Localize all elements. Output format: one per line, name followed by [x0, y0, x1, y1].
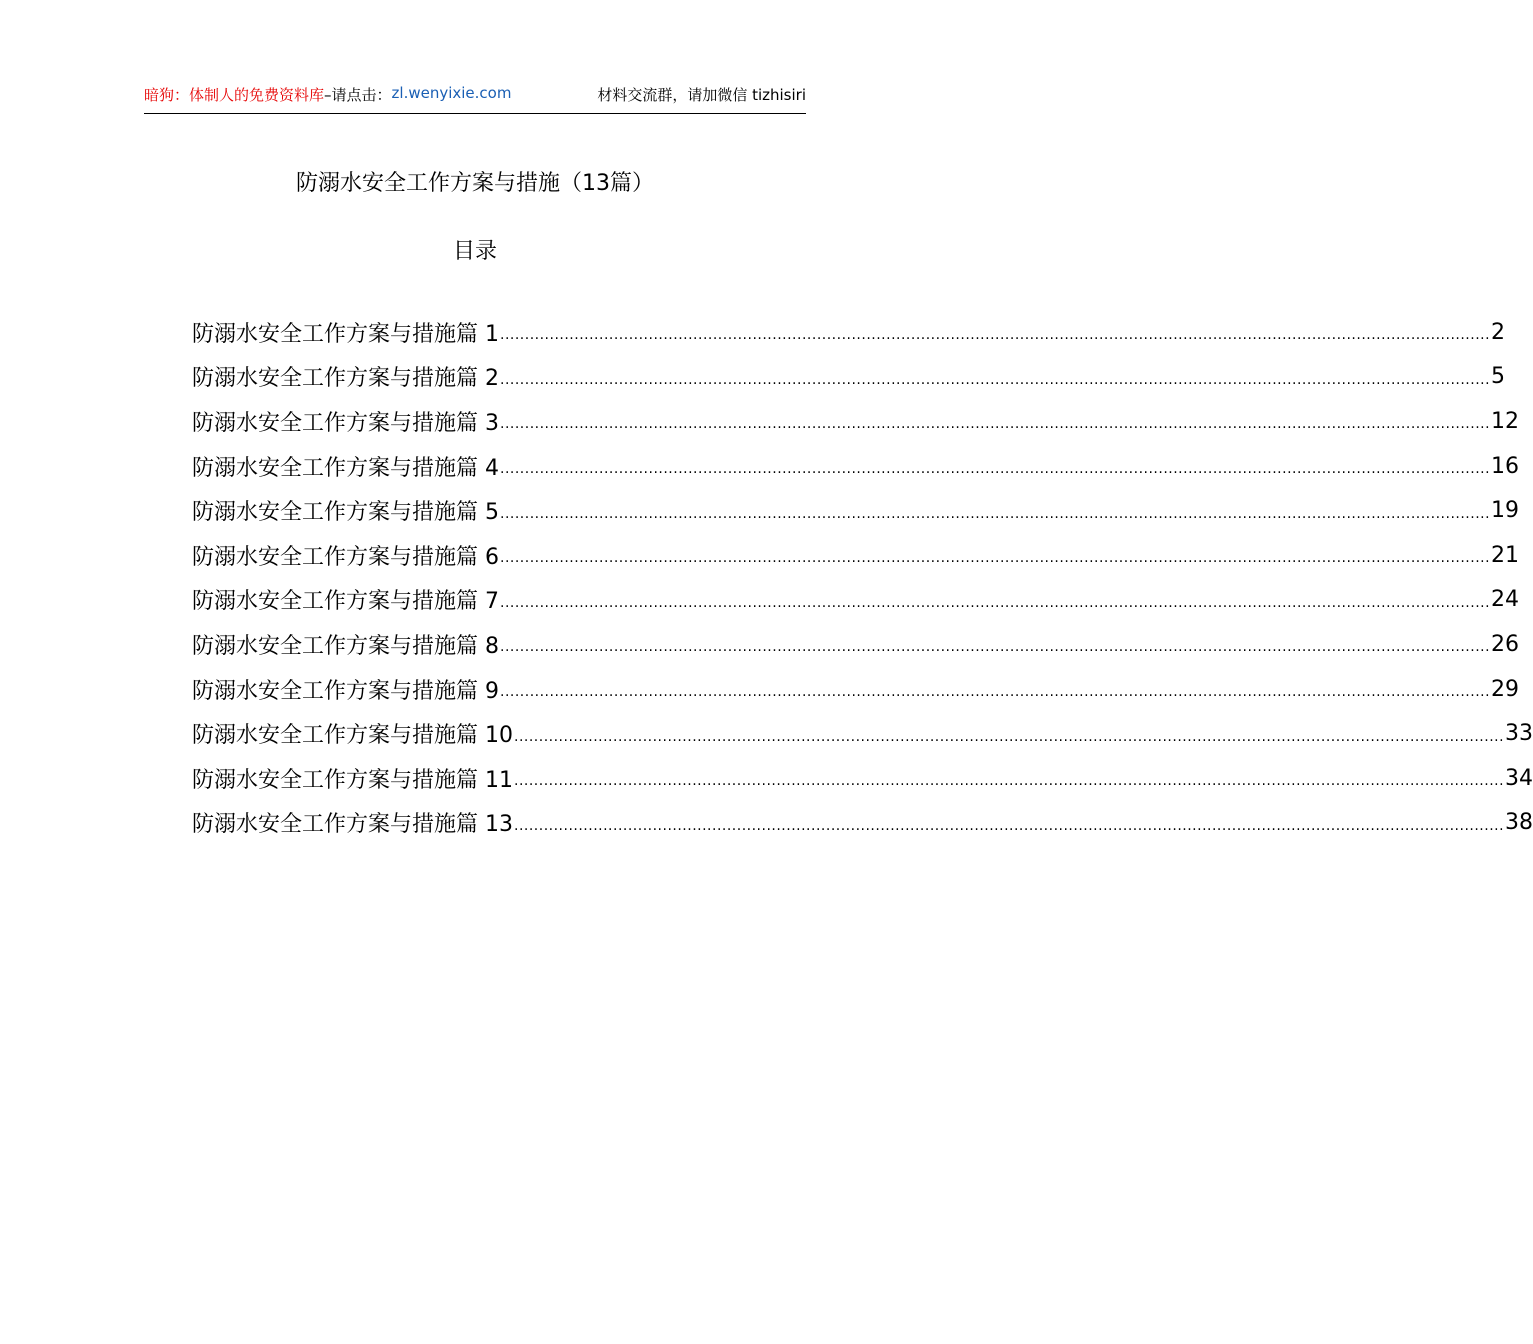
- toc-dot-leader: ........................................................................................................................................................................................................: [500, 461, 1491, 478]
- toc-entry[interactable]: [192, 533, 1520, 578]
- toc-entry-label: 防溺水安全工作方案与措施篇 1: [192, 321, 499, 347]
- toc-entry[interactable]: [192, 711, 1533, 756]
- toc-entry-page-number: 5: [1491, 364, 1506, 390]
- toc-entry-label: 防溺水安全工作方案与措施篇 7: [192, 589, 499, 615]
- toc-entry-page-number: 2: [1491, 319, 1506, 345]
- toc-dot-leader: ........................................................................................................................................................................................................: [500, 594, 1491, 611]
- toc-entry[interactable]: [192, 622, 1520, 667]
- toc-entry-page-number: 29: [1491, 676, 1520, 702]
- toc-entry-label: 防溺水安全工作方案与措施篇 9: [192, 678, 499, 704]
- toc-entry-page-number: 16: [1491, 453, 1520, 479]
- header-contact: 材料交流群，请加微信 tizhisiri: [597, 86, 806, 104]
- toc-dot-leader: ........................................................................................................................................................................................................: [514, 817, 1505, 834]
- toc-dot-leader: ........................................................................................................................................................................................................: [500, 327, 1491, 344]
- toc-dot-leader: ........................................................................................................................................................................................................: [500, 416, 1491, 433]
- toc-entry[interactable]: [192, 444, 1520, 489]
- toc-entry[interactable]: [192, 756, 1533, 801]
- toc-entry-page-number: 38: [1505, 810, 1533, 836]
- header-url-link[interactable]: zl.wenyixie.com: [391, 84, 512, 102]
- toc-heading: 目录: [452, 239, 497, 264]
- toc-dot-leader: ........................................................................................................................................................................................................: [500, 371, 1491, 388]
- document-title: 防溺水安全工作方案与措施（13篇）: [296, 171, 654, 196]
- toc-entry-page-number: 24: [1491, 587, 1520, 613]
- toc-entry[interactable]: [192, 578, 1520, 623]
- toc-dot-leader: ........................................................................................................................................................................................................: [500, 684, 1491, 701]
- toc-dot-leader: ........................................................................................................................................................................................................: [500, 639, 1491, 656]
- table-of-contents: [192, 310, 1533, 845]
- toc-entry-label: 防溺水安全工作方案与措施篇 13: [192, 812, 513, 838]
- toc-entry-label: 防溺水安全工作方案与措施篇 6: [192, 544, 499, 570]
- toc-entry[interactable]: [192, 355, 1506, 400]
- toc-entry-page-number: 33: [1505, 721, 1533, 747]
- toc-dot-leader: ........................................................................................................................................................................................................: [500, 550, 1491, 567]
- toc-entry-page-number: 19: [1491, 498, 1520, 524]
- header-brand: 暗狗：体制人的免费资料库: [144, 86, 325, 104]
- page-header: [144, 84, 806, 114]
- toc-entry-label: 防溺水安全工作方案与措施篇 8: [192, 633, 499, 659]
- toc-dot-leader: ........................................................................................................................................................................................................: [514, 728, 1505, 745]
- toc-entry-label: 防溺水安全工作方案与措施篇 4: [192, 455, 499, 481]
- toc-entry[interactable]: [192, 801, 1533, 846]
- toc-entry-page-number: 34: [1505, 765, 1533, 791]
- toc-dot-leader: ........................................................................................................................................................................................................: [500, 505, 1491, 522]
- toc-entry[interactable]: [192, 310, 1506, 355]
- header-prompt: –请点击：: [324, 86, 392, 104]
- toc-dot-leader: ........................................................................................................................................................................................................: [514, 773, 1505, 790]
- toc-entry-page-number: 26: [1491, 631, 1520, 657]
- toc-entry[interactable]: [192, 399, 1520, 444]
- toc-entry-page-number: 21: [1491, 542, 1520, 568]
- toc-entry-label: 防溺水安全工作方案与措施篇 2: [192, 366, 499, 392]
- toc-entry[interactable]: [192, 488, 1520, 533]
- toc-entry[interactable]: [192, 667, 1520, 712]
- toc-entry-label: 防溺水安全工作方案与措施篇 10: [192, 723, 513, 749]
- toc-entry-page-number: 12: [1491, 408, 1520, 434]
- toc-entry-label: 防溺水安全工作方案与措施篇 11: [192, 767, 513, 793]
- toc-entry-label: 防溺水安全工作方案与措施篇 3: [192, 410, 499, 436]
- toc-entry-label: 防溺水安全工作方案与措施篇 5: [192, 500, 499, 526]
